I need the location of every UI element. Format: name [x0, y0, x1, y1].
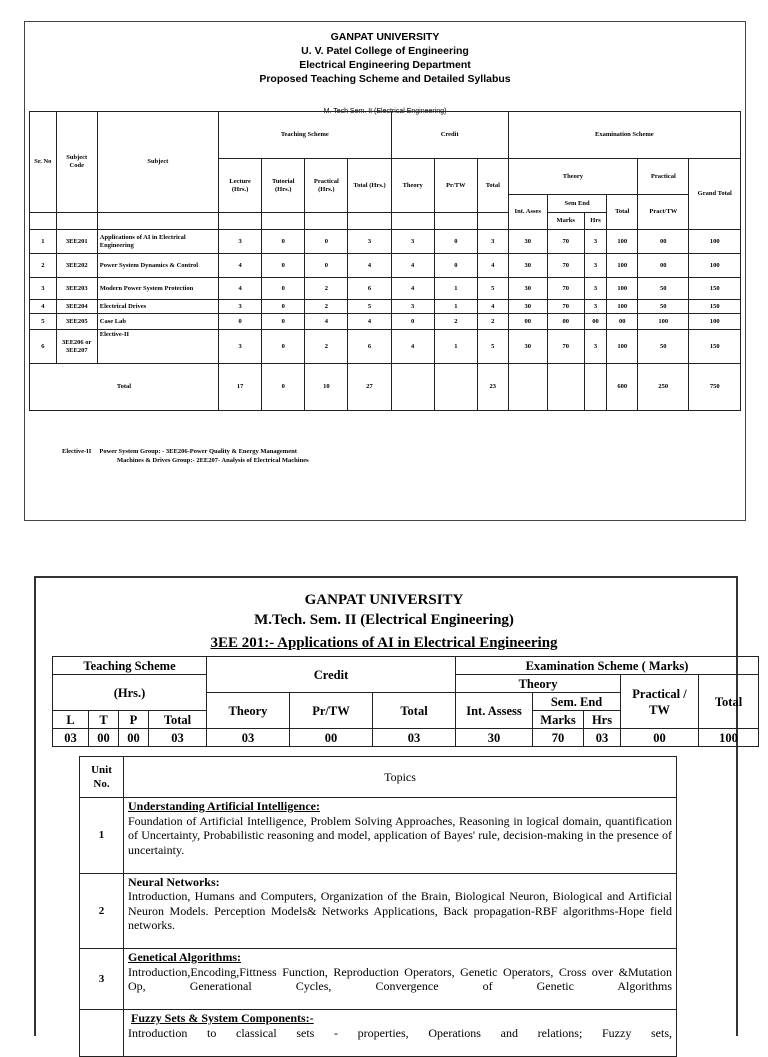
row-cell: 0: [262, 230, 305, 254]
row-cell: 100: [689, 230, 741, 254]
marks-header: Marks: [547, 213, 584, 230]
value-total: 100: [699, 729, 759, 747]
row-cell: 4: [477, 300, 508, 314]
semester-label: M. Tech Sem. II (Electrical Engineering): [323, 108, 447, 115]
row-cell: 4: [219, 278, 262, 300]
value-p: 00: [119, 729, 149, 747]
row-cell: 50: [638, 300, 689, 314]
credit-prtw-heading: Pr/TW: [290, 693, 373, 729]
p-heading: P: [119, 711, 149, 729]
sr-no-header: Sr. No: [30, 112, 57, 213]
value-credit-theory: 03: [207, 729, 290, 747]
row-cell: 00: [607, 314, 638, 330]
row-cell: 0: [305, 230, 348, 254]
subject-row: [30, 330, 741, 364]
row-cell: 3EE205: [56, 314, 97, 330]
row-cell: 6: [348, 278, 391, 300]
topics-table: [79, 756, 677, 1057]
row-cell: 3: [584, 300, 607, 314]
subject-row: [30, 278, 741, 300]
program-title: M.Tech. Sem. II (Electrical Engineering): [254, 612, 514, 628]
unit-number: 2: [80, 873, 124, 949]
row-cell: 1: [434, 278, 477, 300]
subject-rows: [30, 230, 741, 364]
row-cell: 4: [305, 314, 348, 330]
subject-name-cell: Electrical Drives: [97, 300, 218, 314]
subject-row: [30, 314, 741, 330]
theory-group-heading: Theory: [456, 675, 621, 693]
credit-theory-header: Theory: [391, 159, 434, 213]
row-cell: 1: [434, 330, 477, 364]
practical-tw-heading: Practical / TW: [621, 675, 699, 729]
int-asses-header: Int. Asses: [508, 195, 547, 230]
row-cell: 4: [219, 254, 262, 278]
row-cell: 2: [434, 314, 477, 330]
row-cell: 2: [30, 254, 57, 278]
row-cell: 70: [547, 300, 584, 314]
row-cell: 3: [219, 230, 262, 254]
row-cell: 70: [547, 230, 584, 254]
credit-heading: Credit: [207, 657, 456, 693]
unit-row: [80, 798, 677, 874]
exam-scheme-header: Examination Scheme: [508, 112, 740, 159]
subject-name-cell: Power System Dynamics & Control: [97, 254, 218, 278]
total-heading: Total: [699, 675, 759, 729]
value-credit-prtw: 00: [290, 729, 373, 747]
row-cell: 150: [689, 278, 741, 300]
row-cell: 00: [508, 314, 547, 330]
row-cell: 3: [584, 254, 607, 278]
subject-name-cell: Elective-II: [97, 330, 218, 364]
row-cell: 0: [219, 314, 262, 330]
credit-total-heading: Total: [373, 693, 456, 729]
total-hrs: 27: [348, 364, 391, 411]
value-marks: 70: [533, 729, 584, 747]
subject-name-cell: Modern Power System Protection: [97, 278, 218, 300]
row-cell: 0: [262, 300, 305, 314]
row-cell: 100: [607, 278, 638, 300]
row-cell: 00: [638, 230, 689, 254]
row-cell: 3: [391, 230, 434, 254]
topics-header: Topics: [124, 757, 677, 798]
practical-hrs-header: Practical (Hrs.): [305, 159, 348, 213]
row-cell: 100: [607, 300, 638, 314]
total-label: Total: [30, 364, 219, 411]
subject-row: [30, 254, 741, 278]
course-scheme-table: [52, 656, 759, 747]
row-cell: 3: [30, 278, 57, 300]
row-cell: 3: [477, 230, 508, 254]
int-assess-heading: Int. Assess: [456, 693, 533, 729]
row-cell: 3: [219, 300, 262, 314]
subject-header: Subject: [97, 112, 218, 213]
unit-body: Introduction, Humans and Computers, Organization of the Brain, Biological Neuron, Biological and Artificial Neuron Models. Perception Models& Networks Applications, Back propagation-RBF algorithms-Hope field networks.: [128, 889, 672, 932]
row-cell: 4: [30, 300, 57, 314]
row-cell: 3EE202: [56, 254, 97, 278]
row-cell: 0: [262, 278, 305, 300]
sem-end-heading: Sem. End: [533, 693, 621, 711]
total-practical: 10: [305, 364, 348, 411]
row-cell: 00: [584, 314, 607, 330]
scheme-title: Proposed Teaching Scheme and Detailed Syllabus: [259, 73, 511, 85]
row-cell: 2: [305, 330, 348, 364]
row-cell: 30: [508, 278, 547, 300]
hrs-heading: (Hrs.): [53, 675, 207, 711]
unit-number: 3: [80, 949, 124, 1010]
college-name: U. V. Patel College of Engineering: [301, 45, 469, 57]
unit-topics: [124, 1010, 677, 1057]
row-cell: 4: [391, 278, 434, 300]
unit-no-header: Unit No.: [80, 757, 124, 798]
unit-title: Understanding Artificial Intelligence:: [128, 799, 320, 813]
row-cell: 100: [607, 330, 638, 364]
row-cell: 2: [477, 314, 508, 330]
row-cell: 0: [262, 314, 305, 330]
unit-title: Genetical Algorithms:: [128, 950, 241, 964]
unit-row: [80, 1010, 677, 1057]
row-cell: 3EE203: [56, 278, 97, 300]
unit-title: Neural Networks:: [128, 874, 220, 889]
row-cell: 0: [262, 254, 305, 278]
row-cell: 4: [348, 314, 391, 330]
subject-name-cell: Applications of AI in Electrical Engineering: [97, 230, 218, 254]
row-cell: 0: [262, 330, 305, 364]
subject-row: [30, 300, 741, 314]
unit-topics: [124, 873, 677, 949]
unit-body: Introduction to classical sets - properties, Operations and relations; Fuzzy sets,: [128, 1025, 672, 1040]
row-cell: 5: [477, 330, 508, 364]
subject-code-header: Subject Code: [56, 112, 97, 213]
credit-header: Credit: [391, 112, 508, 159]
pract-tw-header: Pract/TW: [638, 195, 689, 230]
teaching-scheme-heading: Teaching Scheme: [53, 657, 207, 675]
elective-note-line2: Machines & Drives Group:- 2EE207- Analysis of Electrical Machines: [117, 457, 309, 464]
row-cell: 3EE201: [56, 230, 97, 254]
row-cell: 150: [689, 330, 741, 364]
total-credit: 23: [477, 364, 508, 411]
row-cell: 1: [434, 300, 477, 314]
row-cell: 5: [348, 300, 391, 314]
row-cell: 4: [391, 254, 434, 278]
exam-practical-header: Practical: [638, 159, 689, 195]
row-cell: 4: [391, 330, 434, 364]
value-t: 00: [89, 729, 119, 747]
course-title: 3EE 201:- Applications of AI in Electrical Engineering: [210, 635, 558, 651]
row-cell: 00: [638, 254, 689, 278]
elective-note: [62, 447, 309, 465]
row-cell: 5: [477, 278, 508, 300]
unit-topics: [124, 949, 677, 1010]
sem-end-header: Sem End: [547, 195, 607, 213]
row-cell: 150: [689, 300, 741, 314]
row-cell: 3: [391, 300, 434, 314]
row-cell: 50: [638, 278, 689, 300]
exam-total-header: Total: [607, 195, 638, 230]
hrs-col-heading: Hrs: [584, 711, 621, 729]
row-cell: 100: [607, 230, 638, 254]
total-pract-tw: 250: [638, 364, 689, 411]
row-cell: 3EE204: [56, 300, 97, 314]
total-tutorial: 0: [262, 364, 305, 411]
row-cell: 4: [348, 254, 391, 278]
elective-note-line1: Elective-II Power System Group: - 3EE206-Power Quality & Energy Management: [62, 448, 297, 455]
row-cell: 6: [30, 330, 57, 364]
unit-topics: [124, 798, 677, 874]
row-cell: 0: [305, 254, 348, 278]
teaching-scheme-table: [29, 111, 741, 411]
total-exam: 600: [607, 364, 638, 411]
unit-row: [80, 873, 677, 949]
subject-name-cell: Case Lab: [97, 314, 218, 330]
row-cell: 3: [219, 330, 262, 364]
credit-prtw-header: Pr/TW: [434, 159, 477, 213]
department-name: Electrical Engineering Department: [299, 59, 471, 71]
unit-row: [80, 949, 677, 1010]
total-hrs-header: Total (Hrs.): [348, 159, 391, 213]
credit-theory-heading: Theory: [207, 693, 290, 729]
value-credit-total: 03: [373, 729, 456, 747]
value-l: 03: [53, 729, 89, 747]
row-cell: 30: [508, 230, 547, 254]
row-cell: 0: [391, 314, 434, 330]
row-cell: 100: [638, 314, 689, 330]
row-cell: 4: [477, 254, 508, 278]
row-cell: 100: [689, 314, 741, 330]
row-cell: 50: [638, 330, 689, 364]
exam-scheme-heading: Examination Scheme ( Marks): [456, 657, 759, 675]
row-cell: 30: [508, 254, 547, 278]
row-cell: 00: [547, 314, 584, 330]
subject-row: [30, 230, 741, 254]
marks-heading: Marks: [533, 711, 584, 729]
total-lecture: 17: [219, 364, 262, 411]
total-hrs-heading: Total: [149, 711, 207, 729]
unit-body: Foundation of Artificial Intelligence, Problem Solving Approaches, Reasoning in logical domain, quantification of Uncertainty, Probabilistic reasoning and model, application of Bayes' rule, decision-making in the presence of uncertainty.: [128, 813, 672, 857]
row-cell: 3: [584, 330, 607, 364]
lecture-header: Lecture (Hrs.): [219, 159, 262, 213]
row-cell: 1: [30, 230, 57, 254]
row-cell: 2: [305, 300, 348, 314]
row-cell: 70: [547, 254, 584, 278]
t-heading: T: [89, 711, 119, 729]
row-cell: 2: [305, 278, 348, 300]
unit-number: [80, 1010, 124, 1057]
grand-total-header: Grand Total: [689, 159, 741, 230]
value-hrs: 03: [584, 729, 621, 747]
credit-total-header: Total: [477, 159, 508, 213]
l-heading: L: [53, 711, 89, 729]
university-name: GANPAT UNIVERSITY: [330, 31, 440, 43]
row-cell: 100: [689, 254, 741, 278]
university-name-2: GANPAT UNIVERSITY: [304, 592, 464, 608]
row-cell: 6: [348, 330, 391, 364]
row-cell: 3: [348, 230, 391, 254]
row-cell: 70: [547, 278, 584, 300]
row-cell: 0: [434, 230, 477, 254]
value-int-assess: 30: [456, 729, 533, 747]
value-total-hrs: 03: [149, 729, 207, 747]
unit-body: Introduction,Encoding,Fittness Function, Reproduction Operators, Genetic Operators, Cross over &Mutation Op, Generational Cycles, Convergence of Genetic Algorithms: [128, 964, 672, 993]
value-practical-tw: 00: [621, 729, 699, 747]
row-cell: 70: [547, 330, 584, 364]
teaching-scheme-header: Teaching Scheme: [219, 112, 392, 159]
total-grand: 750: [689, 364, 741, 411]
row-cell: 3: [584, 230, 607, 254]
row-cell: 3EE206 or 3EE207: [56, 330, 97, 364]
row-cell: 3: [584, 278, 607, 300]
row-cell: 100: [607, 254, 638, 278]
unit-rows: [80, 798, 677, 1057]
row-cell: 0: [434, 254, 477, 278]
tutorial-header: Tutorial (Hrs.): [262, 159, 305, 213]
row-cell: 30: [508, 300, 547, 314]
row-cell: 5: [30, 314, 57, 330]
hrs-header: Hrs: [584, 213, 607, 230]
unit-title: Fuzzy Sets & System Components:-: [131, 1011, 314, 1025]
exam-theory-header: Theory: [508, 159, 637, 195]
unit-number: 1: [80, 798, 124, 874]
row-cell: 30: [508, 330, 547, 364]
